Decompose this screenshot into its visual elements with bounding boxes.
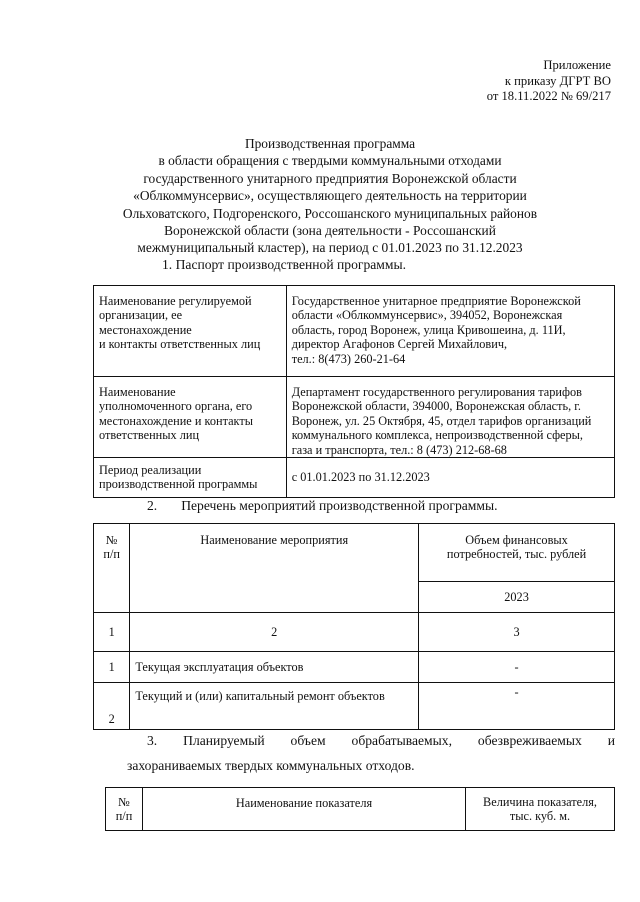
header-number bbox=[94, 524, 130, 613]
passport-table bbox=[93, 285, 615, 498]
title-line: Ольховатского, Подгоренского, Россошанского муниципальных районов bbox=[122, 205, 538, 221]
appendix-line: Приложение bbox=[543, 58, 611, 72]
passport-label bbox=[94, 377, 287, 458]
cell-line: потребностей, тыс. рублей bbox=[446, 547, 587, 562]
measure-value: - bbox=[419, 652, 615, 683]
column-number: 1 bbox=[94, 613, 130, 652]
cell-line: местонахождение bbox=[99, 322, 192, 337]
measure-name: Текущая эксплуатация объектов bbox=[130, 652, 419, 683]
cell-line: Период реализации bbox=[99, 463, 202, 478]
column-number: 2 bbox=[130, 613, 419, 652]
cell-line: коммунального комплекса, непроизводственной сферы, bbox=[291, 428, 583, 443]
section-3-heading bbox=[147, 733, 615, 749]
title-line: «Облкоммунсервис», осуществляющего деятельность на территории bbox=[133, 188, 527, 204]
cell-line: Воронеж, ул. 25 Октября, 45, отдел тарифов организаций bbox=[291, 413, 592, 428]
title-line: государственного унитарного предприятия Воронежской области bbox=[143, 170, 517, 186]
measure-name: Текущий и (или) капитальный ремонт объектов bbox=[130, 683, 419, 730]
heading-word: обезвреживаемых bbox=[477, 733, 582, 748]
appendix-reference bbox=[487, 58, 611, 105]
measures-table bbox=[93, 523, 615, 730]
cell-line: области «Облкоммунсервис», 394052, Воронежская bbox=[291, 308, 563, 323]
title-line: межмуниципальный кластер), на период с 01.01.2023 по 31.12.2023 bbox=[137, 240, 523, 256]
cell-line: область, город Воронеж, улица Кривошеина, д. 11И, bbox=[291, 322, 566, 337]
table-row bbox=[94, 286, 615, 377]
section-2-heading bbox=[147, 498, 498, 514]
header-indicator-name: Наименование показателя bbox=[143, 788, 466, 831]
row-number: 2 bbox=[94, 683, 130, 730]
indicators-table bbox=[105, 787, 615, 831]
section-3-heading-continued: захораниваемых твердых коммунальных отходов. bbox=[127, 758, 415, 773]
table-row bbox=[94, 377, 615, 458]
cell-line: уполномоченного органа, его bbox=[99, 399, 253, 414]
cell-line: Величина показателя, bbox=[483, 794, 597, 809]
cell-line: Наименование bbox=[99, 385, 176, 399]
passport-value bbox=[286, 458, 614, 498]
header-number bbox=[106, 788, 143, 831]
cell-line: директор Агафонов Сергей Михайлович, bbox=[291, 337, 508, 352]
cell-line: тыс. куб. м. bbox=[509, 809, 571, 823]
cell-line: и контакты ответственных лиц bbox=[99, 337, 261, 352]
heading-word: обрабатываемых, bbox=[351, 733, 452, 748]
table-header-row bbox=[94, 524, 615, 582]
table-header-row bbox=[106, 788, 615, 831]
cell-line: Департамент государственного регулирования тарифов bbox=[291, 385, 582, 399]
table-row bbox=[94, 458, 615, 498]
cell-line: п/п bbox=[115, 809, 133, 823]
header-volume bbox=[419, 524, 615, 582]
table-row bbox=[94, 613, 615, 652]
cell-line: ответственных лиц bbox=[99, 428, 200, 443]
table-row bbox=[94, 683, 615, 730]
column-number: 3 bbox=[419, 613, 615, 652]
passport-label bbox=[94, 458, 287, 498]
title-line: Воронежской области (зона деятельности - Россошанский bbox=[164, 223, 496, 239]
passport-label bbox=[94, 286, 287, 377]
section-1-heading: 1. Паспорт производственной программы. bbox=[162, 257, 407, 272]
cell-line: газа и транспорта, тел.: 8 (473) 212-68-68 bbox=[291, 442, 507, 457]
passport-value bbox=[286, 377, 614, 458]
appendix-line: к приказу ДГРТ ВО bbox=[504, 73, 611, 88]
heading-word: 3. bbox=[147, 733, 158, 748]
table-row bbox=[94, 652, 615, 683]
cell-line: производственной программы bbox=[99, 477, 258, 492]
section-2-number: 2. bbox=[147, 498, 158, 513]
cell-line: местонахождение и контакты bbox=[99, 413, 253, 428]
cell-line: п/п bbox=[103, 547, 120, 562]
passport-value bbox=[286, 286, 614, 377]
header-year: 2023 bbox=[419, 582, 615, 613]
title-line: Производственная программа bbox=[244, 136, 416, 151]
cell-line: № bbox=[105, 533, 118, 547]
row-number: 1 bbox=[94, 652, 130, 683]
section-2-title: Перечень мероприятий производственной программы. bbox=[181, 498, 498, 513]
heading-word: Планируемый bbox=[183, 733, 265, 748]
measure-value: - bbox=[419, 683, 615, 730]
cell-line: Государственное унитарное предприятие Воронежской bbox=[291, 294, 581, 308]
title-line: в области обращения с твердыми коммунальными отходами bbox=[158, 153, 502, 169]
cell-line: № bbox=[118, 794, 130, 809]
cell-line: с 01.01.2023 по 31.12.2023 bbox=[291, 470, 430, 485]
heading-word: и bbox=[607, 733, 615, 748]
document-title bbox=[60, 135, 600, 257]
appendix-line: от 18.11.2022 № 69/217 bbox=[486, 89, 611, 103]
cell-line: организации, ее bbox=[99, 308, 183, 323]
heading-word: объем bbox=[290, 733, 326, 748]
cell-line: тел.: 8(473) 260-21-64 bbox=[291, 351, 406, 366]
header-indicator-value bbox=[466, 788, 615, 831]
cell-line: Объем финансовых bbox=[465, 533, 568, 547]
cell-line: Наименование регулируемой bbox=[99, 294, 252, 308]
cell-line: Воронежской области, 394000, Воронежская область, г. bbox=[291, 399, 581, 414]
header-measure-name: Наименование мероприятия bbox=[130, 524, 419, 613]
